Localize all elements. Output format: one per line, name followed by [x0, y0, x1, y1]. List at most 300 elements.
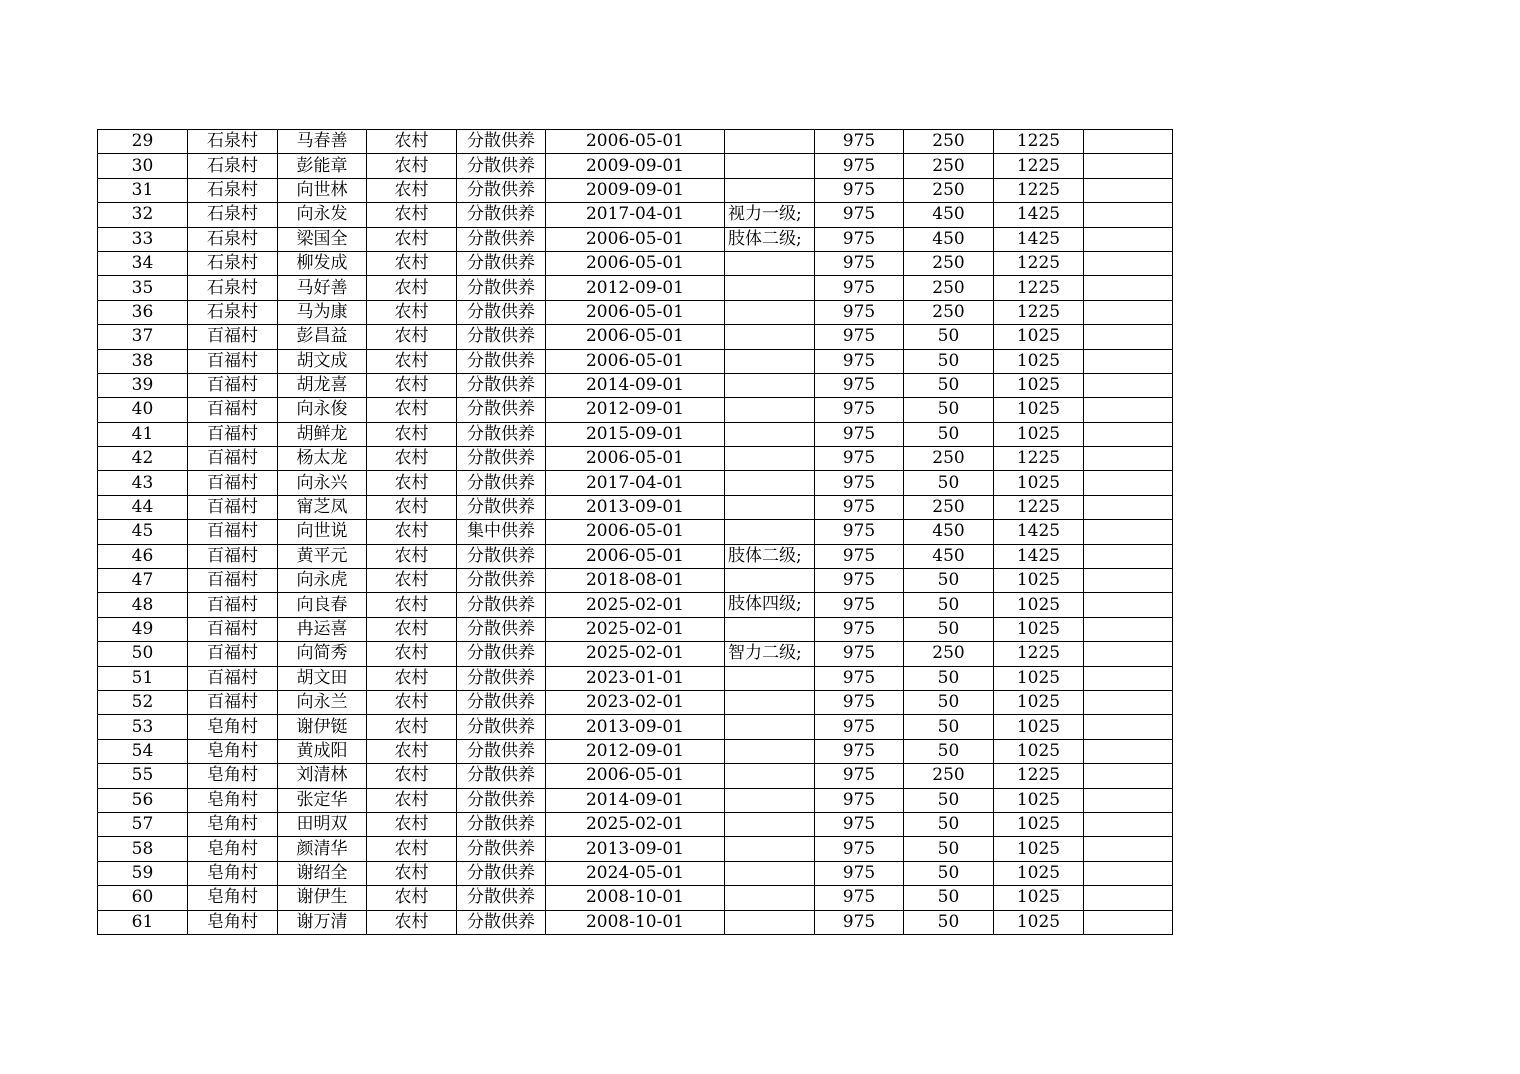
cell-support-type: 分散供养	[457, 617, 546, 641]
cell-base-amount: 975	[815, 251, 904, 275]
cell-extra-amount: 50	[904, 422, 994, 446]
cell-row-number: 60	[98, 886, 188, 910]
cell-support-type: 分散供养	[457, 178, 546, 202]
cell-row-number: 39	[98, 373, 188, 397]
cell-remarks	[1084, 154, 1173, 178]
cell-residence-type: 农村	[367, 520, 457, 544]
cell-extra-amount: 50	[904, 617, 994, 641]
cell-village: 石泉村	[188, 130, 278, 154]
cell-base-amount: 975	[815, 398, 904, 422]
cell-village: 皂角村	[188, 861, 278, 885]
cell-remarks	[1084, 739, 1173, 763]
cell-extra-amount: 450	[904, 520, 994, 544]
table-body	[98, 130, 1173, 935]
cell-disability-level	[725, 617, 815, 641]
cell-base-amount: 975	[815, 203, 904, 227]
cell-total-amount: 1025	[994, 861, 1084, 885]
cell-total-amount: 1425	[994, 544, 1084, 568]
cell-person-name: 马春善	[278, 130, 367, 154]
cell-residence-type: 农村	[367, 837, 457, 861]
cell-extra-amount: 250	[904, 130, 994, 154]
cell-residence-type: 农村	[367, 203, 457, 227]
cell-person-name: 颜清华	[278, 837, 367, 861]
cell-person-name: 谢伊铤	[278, 715, 367, 739]
cell-village: 百福村	[188, 447, 278, 471]
table-row	[98, 544, 1173, 568]
cell-support-type: 分散供养	[457, 690, 546, 714]
cell-residence-type: 农村	[367, 422, 457, 446]
cell-disability-level: 肢体二级;	[725, 227, 815, 251]
cell-start-date: 2017-04-01	[546, 203, 725, 227]
cell-village: 石泉村	[188, 178, 278, 202]
cell-person-name: 向永兰	[278, 690, 367, 714]
cell-total-amount: 1225	[994, 251, 1084, 275]
cell-extra-amount: 250	[904, 642, 994, 666]
cell-remarks	[1084, 178, 1173, 202]
cell-start-date: 2025-02-01	[546, 593, 725, 617]
cell-total-amount: 1225	[994, 178, 1084, 202]
cell-support-type: 分散供养	[457, 886, 546, 910]
cell-disability-level	[725, 178, 815, 202]
cell-extra-amount: 50	[904, 593, 994, 617]
cell-village: 皂角村	[188, 739, 278, 763]
cell-total-amount: 1025	[994, 373, 1084, 397]
cell-base-amount: 975	[815, 520, 904, 544]
cell-person-name: 向世说	[278, 520, 367, 544]
cell-residence-type: 农村	[367, 764, 457, 788]
cell-village: 百福村	[188, 569, 278, 593]
cell-remarks	[1084, 764, 1173, 788]
cell-support-type: 分散供养	[457, 300, 546, 324]
cell-village: 皂角村	[188, 837, 278, 861]
cell-person-name: 柳发成	[278, 251, 367, 275]
cell-start-date: 2006-05-01	[546, 349, 725, 373]
cell-remarks	[1084, 617, 1173, 641]
cell-residence-type: 农村	[367, 812, 457, 836]
cell-total-amount: 1025	[994, 715, 1084, 739]
cell-base-amount: 975	[815, 178, 904, 202]
table-row	[98, 910, 1173, 934]
cell-disability-level: 视力一级;	[725, 203, 815, 227]
cell-person-name: 马好善	[278, 276, 367, 300]
cell-village: 石泉村	[188, 276, 278, 300]
cell-extra-amount: 50	[904, 690, 994, 714]
cell-remarks	[1084, 495, 1173, 519]
cell-disability-level	[725, 373, 815, 397]
cell-village: 百福村	[188, 642, 278, 666]
cell-start-date: 2009-09-01	[546, 154, 725, 178]
cell-residence-type: 农村	[367, 739, 457, 763]
cell-disability-level	[725, 276, 815, 300]
cell-start-date: 2006-05-01	[546, 251, 725, 275]
data-table	[97, 129, 1173, 935]
cell-support-type: 分散供养	[457, 276, 546, 300]
cell-disability-level	[725, 325, 815, 349]
cell-person-name: 冉运喜	[278, 617, 367, 641]
cell-row-number: 36	[98, 300, 188, 324]
cell-village: 百福村	[188, 422, 278, 446]
cell-extra-amount: 50	[904, 739, 994, 763]
cell-total-amount: 1225	[994, 276, 1084, 300]
table-row	[98, 642, 1173, 666]
cell-start-date: 2006-05-01	[546, 447, 725, 471]
cell-row-number: 55	[98, 764, 188, 788]
cell-remarks	[1084, 593, 1173, 617]
cell-residence-type: 农村	[367, 349, 457, 373]
cell-person-name: 田明双	[278, 812, 367, 836]
cell-residence-type: 农村	[367, 373, 457, 397]
table-row	[98, 471, 1173, 495]
cell-residence-type: 农村	[367, 276, 457, 300]
cell-support-type: 分散供养	[457, 788, 546, 812]
cell-start-date: 2012-09-01	[546, 398, 725, 422]
cell-village: 百福村	[188, 593, 278, 617]
cell-disability-level	[725, 739, 815, 763]
cell-support-type: 分散供养	[457, 495, 546, 519]
table-row	[98, 812, 1173, 836]
cell-residence-type: 农村	[367, 715, 457, 739]
cell-row-number: 49	[98, 617, 188, 641]
cell-support-type: 分散供养	[457, 666, 546, 690]
cell-support-type: 分散供养	[457, 325, 546, 349]
table-row	[98, 373, 1173, 397]
cell-village: 石泉村	[188, 251, 278, 275]
cell-disability-level	[725, 398, 815, 422]
cell-base-amount: 975	[815, 666, 904, 690]
cell-extra-amount: 50	[904, 325, 994, 349]
cell-total-amount: 1025	[994, 593, 1084, 617]
cell-support-type: 分散供养	[457, 203, 546, 227]
cell-start-date: 2006-05-01	[546, 764, 725, 788]
cell-person-name: 彭能章	[278, 154, 367, 178]
cell-disability-level	[725, 471, 815, 495]
cell-base-amount: 975	[815, 495, 904, 519]
cell-start-date: 2006-05-01	[546, 227, 725, 251]
cell-support-type: 分散供养	[457, 227, 546, 251]
cell-extra-amount: 450	[904, 544, 994, 568]
cell-residence-type: 农村	[367, 861, 457, 885]
cell-disability-level	[725, 764, 815, 788]
cell-residence-type: 农村	[367, 130, 457, 154]
cell-total-amount: 1025	[994, 325, 1084, 349]
cell-support-type: 集中供养	[457, 520, 546, 544]
cell-person-name: 黄平元	[278, 544, 367, 568]
cell-person-name: 杨太龙	[278, 447, 367, 471]
cell-start-date: 2013-09-01	[546, 837, 725, 861]
cell-residence-type: 农村	[367, 642, 457, 666]
cell-disability-level: 肢体二级;	[725, 544, 815, 568]
cell-extra-amount: 50	[904, 910, 994, 934]
cell-base-amount: 975	[815, 788, 904, 812]
cell-start-date: 2009-09-01	[546, 178, 725, 202]
cell-base-amount: 975	[815, 715, 904, 739]
cell-residence-type: 农村	[367, 495, 457, 519]
cell-support-type: 分散供养	[457, 764, 546, 788]
cell-extra-amount: 50	[904, 666, 994, 690]
cell-remarks	[1084, 251, 1173, 275]
cell-support-type: 分散供养	[457, 593, 546, 617]
cell-disability-level	[725, 715, 815, 739]
cell-support-type: 分散供养	[457, 471, 546, 495]
cell-extra-amount: 50	[904, 471, 994, 495]
cell-start-date: 2006-05-01	[546, 544, 725, 568]
cell-remarks	[1084, 569, 1173, 593]
cell-residence-type: 农村	[367, 154, 457, 178]
cell-row-number: 44	[98, 495, 188, 519]
cell-start-date: 2018-08-01	[546, 569, 725, 593]
cell-disability-level	[725, 130, 815, 154]
cell-total-amount: 1025	[994, 666, 1084, 690]
cell-support-type: 分散供养	[457, 398, 546, 422]
cell-remarks	[1084, 398, 1173, 422]
cell-disability-level	[725, 447, 815, 471]
cell-village: 皂角村	[188, 886, 278, 910]
cell-row-number: 56	[98, 788, 188, 812]
cell-start-date: 2023-02-01	[546, 690, 725, 714]
cell-remarks	[1084, 861, 1173, 885]
cell-row-number: 59	[98, 861, 188, 885]
cell-disability-level	[725, 861, 815, 885]
cell-row-number: 37	[98, 325, 188, 349]
table-row	[98, 593, 1173, 617]
table-row	[98, 886, 1173, 910]
cell-support-type: 分散供养	[457, 251, 546, 275]
cell-extra-amount: 250	[904, 495, 994, 519]
cell-remarks	[1084, 276, 1173, 300]
cell-remarks	[1084, 300, 1173, 324]
cell-remarks	[1084, 886, 1173, 910]
cell-person-name: 彭昌益	[278, 325, 367, 349]
cell-total-amount: 1025	[994, 617, 1084, 641]
table-row	[98, 837, 1173, 861]
cell-residence-type: 农村	[367, 690, 457, 714]
cell-remarks	[1084, 544, 1173, 568]
table-row	[98, 447, 1173, 471]
cell-extra-amount: 250	[904, 300, 994, 324]
cell-total-amount: 1225	[994, 154, 1084, 178]
cell-support-type: 分散供养	[457, 130, 546, 154]
cell-row-number: 38	[98, 349, 188, 373]
cell-extra-amount: 250	[904, 276, 994, 300]
cell-start-date: 2013-09-01	[546, 495, 725, 519]
cell-support-type: 分散供养	[457, 715, 546, 739]
cell-total-amount: 1425	[994, 520, 1084, 544]
cell-remarks	[1084, 520, 1173, 544]
table-row	[98, 325, 1173, 349]
cell-remarks	[1084, 812, 1173, 836]
cell-disability-level	[725, 910, 815, 934]
cell-base-amount: 975	[815, 276, 904, 300]
cell-remarks	[1084, 373, 1173, 397]
cell-remarks	[1084, 910, 1173, 934]
table-row	[98, 203, 1173, 227]
cell-start-date: 2024-05-01	[546, 861, 725, 885]
cell-start-date: 2006-05-01	[546, 300, 725, 324]
cell-start-date: 2014-09-01	[546, 373, 725, 397]
cell-residence-type: 农村	[367, 325, 457, 349]
table-row	[98, 300, 1173, 324]
table-row	[98, 569, 1173, 593]
cell-base-amount: 975	[815, 910, 904, 934]
cell-total-amount: 1225	[994, 130, 1084, 154]
cell-row-number: 30	[98, 154, 188, 178]
cell-disability-level	[725, 300, 815, 324]
cell-residence-type: 农村	[367, 471, 457, 495]
cell-disability-level	[725, 154, 815, 178]
cell-support-type: 分散供养	[457, 373, 546, 397]
cell-village: 百福村	[188, 520, 278, 544]
cell-start-date: 2014-09-01	[546, 788, 725, 812]
cell-extra-amount: 50	[904, 715, 994, 739]
cell-residence-type: 农村	[367, 886, 457, 910]
cell-remarks	[1084, 715, 1173, 739]
table-row	[98, 764, 1173, 788]
cell-residence-type: 农村	[367, 910, 457, 934]
table-row	[98, 617, 1173, 641]
cell-extra-amount: 250	[904, 178, 994, 202]
cell-extra-amount: 50	[904, 373, 994, 397]
cell-base-amount: 975	[815, 325, 904, 349]
table-row	[98, 251, 1173, 275]
cell-start-date: 2008-10-01	[546, 910, 725, 934]
cell-person-name: 向简秀	[278, 642, 367, 666]
cell-start-date: 2025-02-01	[546, 617, 725, 641]
cell-village: 石泉村	[188, 300, 278, 324]
cell-disability-level	[725, 495, 815, 519]
cell-base-amount: 975	[815, 373, 904, 397]
cell-row-number: 32	[98, 203, 188, 227]
cell-person-name: 向永兴	[278, 471, 367, 495]
cell-row-number: 45	[98, 520, 188, 544]
cell-village: 百福村	[188, 373, 278, 397]
cell-start-date: 2017-04-01	[546, 471, 725, 495]
cell-remarks	[1084, 130, 1173, 154]
cell-extra-amount: 50	[904, 886, 994, 910]
cell-support-type: 分散供养	[457, 812, 546, 836]
cell-person-name: 谢万清	[278, 910, 367, 934]
cell-base-amount: 975	[815, 764, 904, 788]
cell-total-amount: 1025	[994, 398, 1084, 422]
cell-support-type: 分散供养	[457, 422, 546, 446]
table-row	[98, 690, 1173, 714]
cell-extra-amount: 50	[904, 569, 994, 593]
cell-extra-amount: 250	[904, 154, 994, 178]
cell-remarks	[1084, 837, 1173, 861]
cell-base-amount: 975	[815, 447, 904, 471]
cell-person-name: 黄成阳	[278, 739, 367, 763]
cell-base-amount: 975	[815, 349, 904, 373]
cell-disability-level: 智力二级;	[725, 642, 815, 666]
cell-village: 百福村	[188, 349, 278, 373]
cell-person-name: 向永俊	[278, 398, 367, 422]
cell-residence-type: 农村	[367, 227, 457, 251]
cell-base-amount: 975	[815, 227, 904, 251]
cell-total-amount: 1025	[994, 886, 1084, 910]
cell-support-type: 分散供养	[457, 544, 546, 568]
cell-row-number: 57	[98, 812, 188, 836]
cell-start-date: 2006-05-01	[546, 130, 725, 154]
cell-base-amount: 975	[815, 154, 904, 178]
cell-extra-amount: 50	[904, 812, 994, 836]
cell-village: 石泉村	[188, 154, 278, 178]
cell-residence-type: 农村	[367, 788, 457, 812]
cell-start-date: 2012-09-01	[546, 739, 725, 763]
cell-village: 百福村	[188, 325, 278, 349]
cell-base-amount: 975	[815, 422, 904, 446]
cell-row-number: 43	[98, 471, 188, 495]
cell-support-type: 分散供养	[457, 569, 546, 593]
cell-village: 皂角村	[188, 715, 278, 739]
table-row	[98, 861, 1173, 885]
cell-row-number: 47	[98, 569, 188, 593]
cell-disability-level	[725, 569, 815, 593]
cell-village: 皂角村	[188, 764, 278, 788]
cell-person-name: 向良春	[278, 593, 367, 617]
cell-disability-level	[725, 422, 815, 446]
cell-extra-amount: 250	[904, 764, 994, 788]
cell-person-name: 马为康	[278, 300, 367, 324]
cell-start-date: 2015-09-01	[546, 422, 725, 446]
cell-extra-amount: 50	[904, 349, 994, 373]
cell-remarks	[1084, 422, 1173, 446]
cell-support-type: 分散供养	[457, 447, 546, 471]
cell-total-amount: 1025	[994, 812, 1084, 836]
cell-base-amount: 975	[815, 569, 904, 593]
cell-residence-type: 农村	[367, 593, 457, 617]
cell-person-name: 向世林	[278, 178, 367, 202]
cell-residence-type: 农村	[367, 666, 457, 690]
cell-remarks	[1084, 203, 1173, 227]
table-row	[98, 227, 1173, 251]
cell-person-name: 胡文田	[278, 666, 367, 690]
cell-person-name: 刘清林	[278, 764, 367, 788]
cell-base-amount: 975	[815, 690, 904, 714]
cell-village: 百福村	[188, 544, 278, 568]
cell-base-amount: 975	[815, 617, 904, 641]
cell-support-type: 分散供养	[457, 861, 546, 885]
cell-residence-type: 农村	[367, 617, 457, 641]
cell-start-date: 2012-09-01	[546, 276, 725, 300]
cell-extra-amount: 450	[904, 227, 994, 251]
cell-disability-level	[725, 349, 815, 373]
cell-village: 百福村	[188, 495, 278, 519]
cell-person-name: 张定华	[278, 788, 367, 812]
cell-support-type: 分散供养	[457, 349, 546, 373]
cell-person-name: 胡龙喜	[278, 373, 367, 397]
cell-start-date: 2008-10-01	[546, 886, 725, 910]
cell-person-name: 胡鲜龙	[278, 422, 367, 446]
cell-support-type: 分散供养	[457, 837, 546, 861]
cell-disability-level	[725, 251, 815, 275]
cell-row-number: 40	[98, 398, 188, 422]
cell-residence-type: 农村	[367, 178, 457, 202]
cell-support-type: 分散供养	[457, 739, 546, 763]
table-row	[98, 739, 1173, 763]
cell-row-number: 53	[98, 715, 188, 739]
cell-row-number: 50	[98, 642, 188, 666]
cell-village: 皂角村	[188, 910, 278, 934]
cell-total-amount: 1025	[994, 422, 1084, 446]
cell-disability-level	[725, 812, 815, 836]
cell-disability-level: 肢体四级;	[725, 593, 815, 617]
cell-disability-level	[725, 690, 815, 714]
cell-row-number: 31	[98, 178, 188, 202]
cell-disability-level	[725, 788, 815, 812]
table-row	[98, 349, 1173, 373]
cell-disability-level	[725, 837, 815, 861]
cell-remarks	[1084, 690, 1173, 714]
cell-person-name: 甯芝凤	[278, 495, 367, 519]
